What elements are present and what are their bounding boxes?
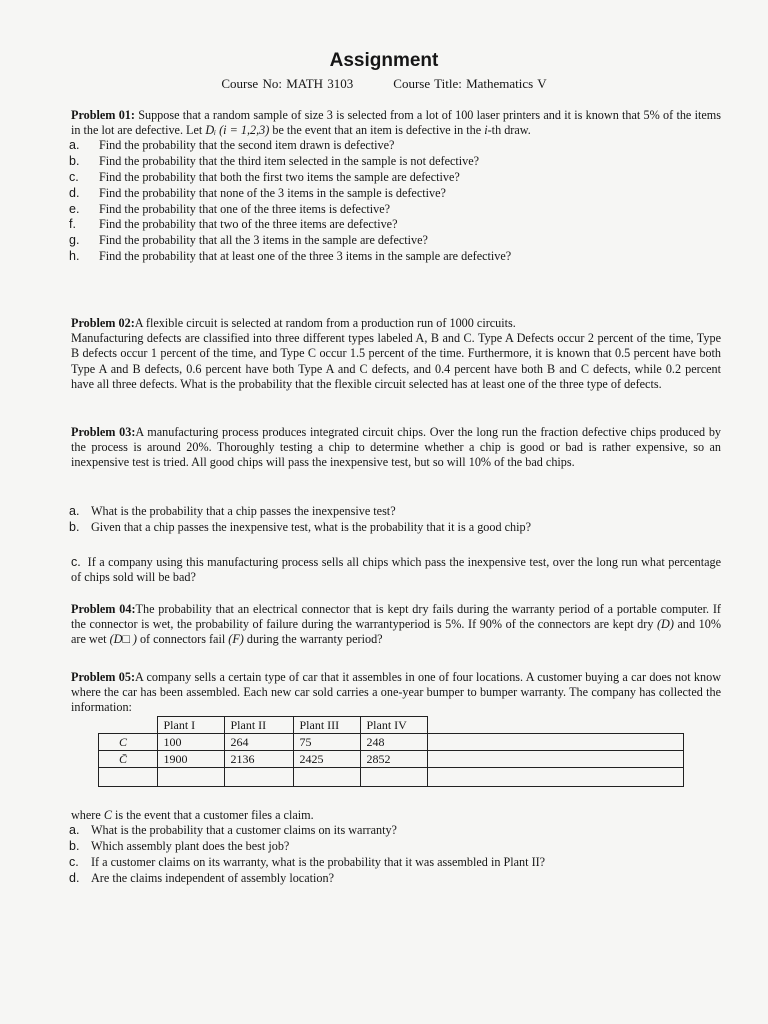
table-row: C 100 264 75 248	[99, 734, 684, 751]
claims-table	[98, 716, 684, 787]
list-item: c. If a customer claims on its warranty, what is the probability that it was assembled in Plant II?	[69, 854, 546, 869]
column-header: Plant IV	[360, 717, 427, 734]
problem-03-statement: Problem 03:A manufacturing process produces integrated circuit chips. Over the long run the fraction defective chips produced by the process is around 20%. Thoroughly testing a chip to determine whether a chip is good or bad is rather expensive, so an inexpensive test is tried. All good chips will pass the inexpensive test, but so will 10% of the bad chips.	[71, 425, 722, 470]
event-notation: Dᵢ (i = 1,2,3)	[205, 123, 270, 138]
problem-04	[71, 602, 721, 648]
problem-01-label: Problem 01:	[71, 108, 135, 122]
problem-02-body: Manufacturing defects are classified into three different types labeled A, B and C. Type A Defects occur 2 percent of the time, Type B defects occur 1 percent of the time, and Type C occur 1.5 percent of the time. Furthermore, it is known that 0.5 percent have both Type A and B defects, 0.6 percent have both Type A and C defects, and 0.4 percent have both B and C defects, while 0.2 percent have all three defects. What is the probability that the flexible circuit selected has at least one of the three type of defects.	[71, 331, 721, 391]
problem-04-label: Problem 04:	[71, 602, 136, 616]
problem-01-questions	[71, 138, 721, 264]
table-header-row	[99, 717, 684, 734]
list-item: d. Find the probability that none of the 3 items in the sample is defective?	[69, 185, 446, 200]
table-row	[99, 768, 684, 787]
problem-03-questions	[71, 504, 721, 536]
problem-03	[71, 425, 721, 471]
problem-02	[71, 316, 721, 392]
list-item: a. Find the probability that the second item drawn is defective?	[69, 138, 395, 153]
page-title: Assignment	[329, 50, 439, 71]
problem-03-label: Problem 03:	[71, 425, 136, 439]
list-item: d. Are the claims independent of assembly location?	[69, 870, 334, 885]
problem-05-statement: Problem 05:A company sells a certain type of car that it assembles in one of four locations. A customer buying a car does not know where the car has been assembled. Each new car sold carries a one-year bumper to bumper warranty. The company has collected the information:	[71, 670, 721, 715]
problem-05-label: Problem 05:	[71, 670, 136, 684]
course-title: Course Title: Mathematics V	[393, 76, 547, 91]
list-item: e. Find the probability that one of the three items is defective?	[69, 201, 391, 216]
list-item: a. What is the probability that a chip passes the inexpensive test?	[69, 504, 396, 518]
row-label: C̄	[99, 751, 158, 768]
problem-01	[71, 108, 721, 265]
list-item: f. Find the probability that two of the three items are defective?	[69, 217, 398, 232]
problem-05	[71, 670, 721, 716]
course-info	[0, 76, 768, 92]
problem-05-where: where C is the event that a customer files a claim.	[71, 808, 314, 822]
problem-03-question-c: c. If a company using this manufacturing process sells all chips which pass the inexpensive test, over the long run what percentage of chips sold will be bad?	[71, 555, 721, 585]
problem-04-statement: Problem 04:The probability that an electrical connector that is kept dry fails during the warranty period of a portable computer. If the connector is wet, the probability of failure during the warrantyperiod is 5%. If 90% of the connectors are kept dry (D) and 10% are wet (D□ ) of connectors fail (F) during the warranty period?	[71, 602, 721, 647]
problem-02-statement: Problem 02:A flexible circuit is selected at random from a production run of 1000 circuits.	[71, 316, 516, 330]
list-item: g. Find the probability that all the 3 items in the sample are defective?	[69, 233, 428, 248]
list-item: b. Given that a chip passes the inexpensive test, what is the probability that it is a good chip?	[69, 519, 532, 534]
table-row: C̄ 1900 2136 2425 2852	[99, 751, 684, 768]
problem-05-questions	[71, 808, 721, 886]
list-item: a. What is the probability that a customer claims on its warranty?	[69, 823, 397, 838]
course-number: Course No: MATH 3103	[221, 76, 354, 91]
list-item: b. Which assembly plant does the best job?	[69, 839, 290, 853]
row-label: C	[99, 734, 158, 751]
column-header: Plant III	[293, 717, 360, 734]
list-item: b. Find the probability that the third item selected in the sample is not defective?	[69, 154, 480, 169]
problem-01-statement: Problem 01: Suppose that a random sample of size 3 is selected from a lot of 100 laser printers and it is known that 5% of the items in the lot are defective. Let Dᵢ (i = 1,2,3) be the event that an item is defective in the i-th draw.	[71, 108, 721, 138]
column-header: Plant II	[224, 717, 293, 734]
column-header: Plant I	[157, 717, 224, 734]
problem-02-label: Problem 02:	[71, 316, 135, 330]
list-item: c. Find the probability that both the first two items the sample are defective?	[69, 170, 460, 184]
list-item: h. Find the probability that at least one of the three 3 items in the sample are defective?	[69, 248, 512, 263]
